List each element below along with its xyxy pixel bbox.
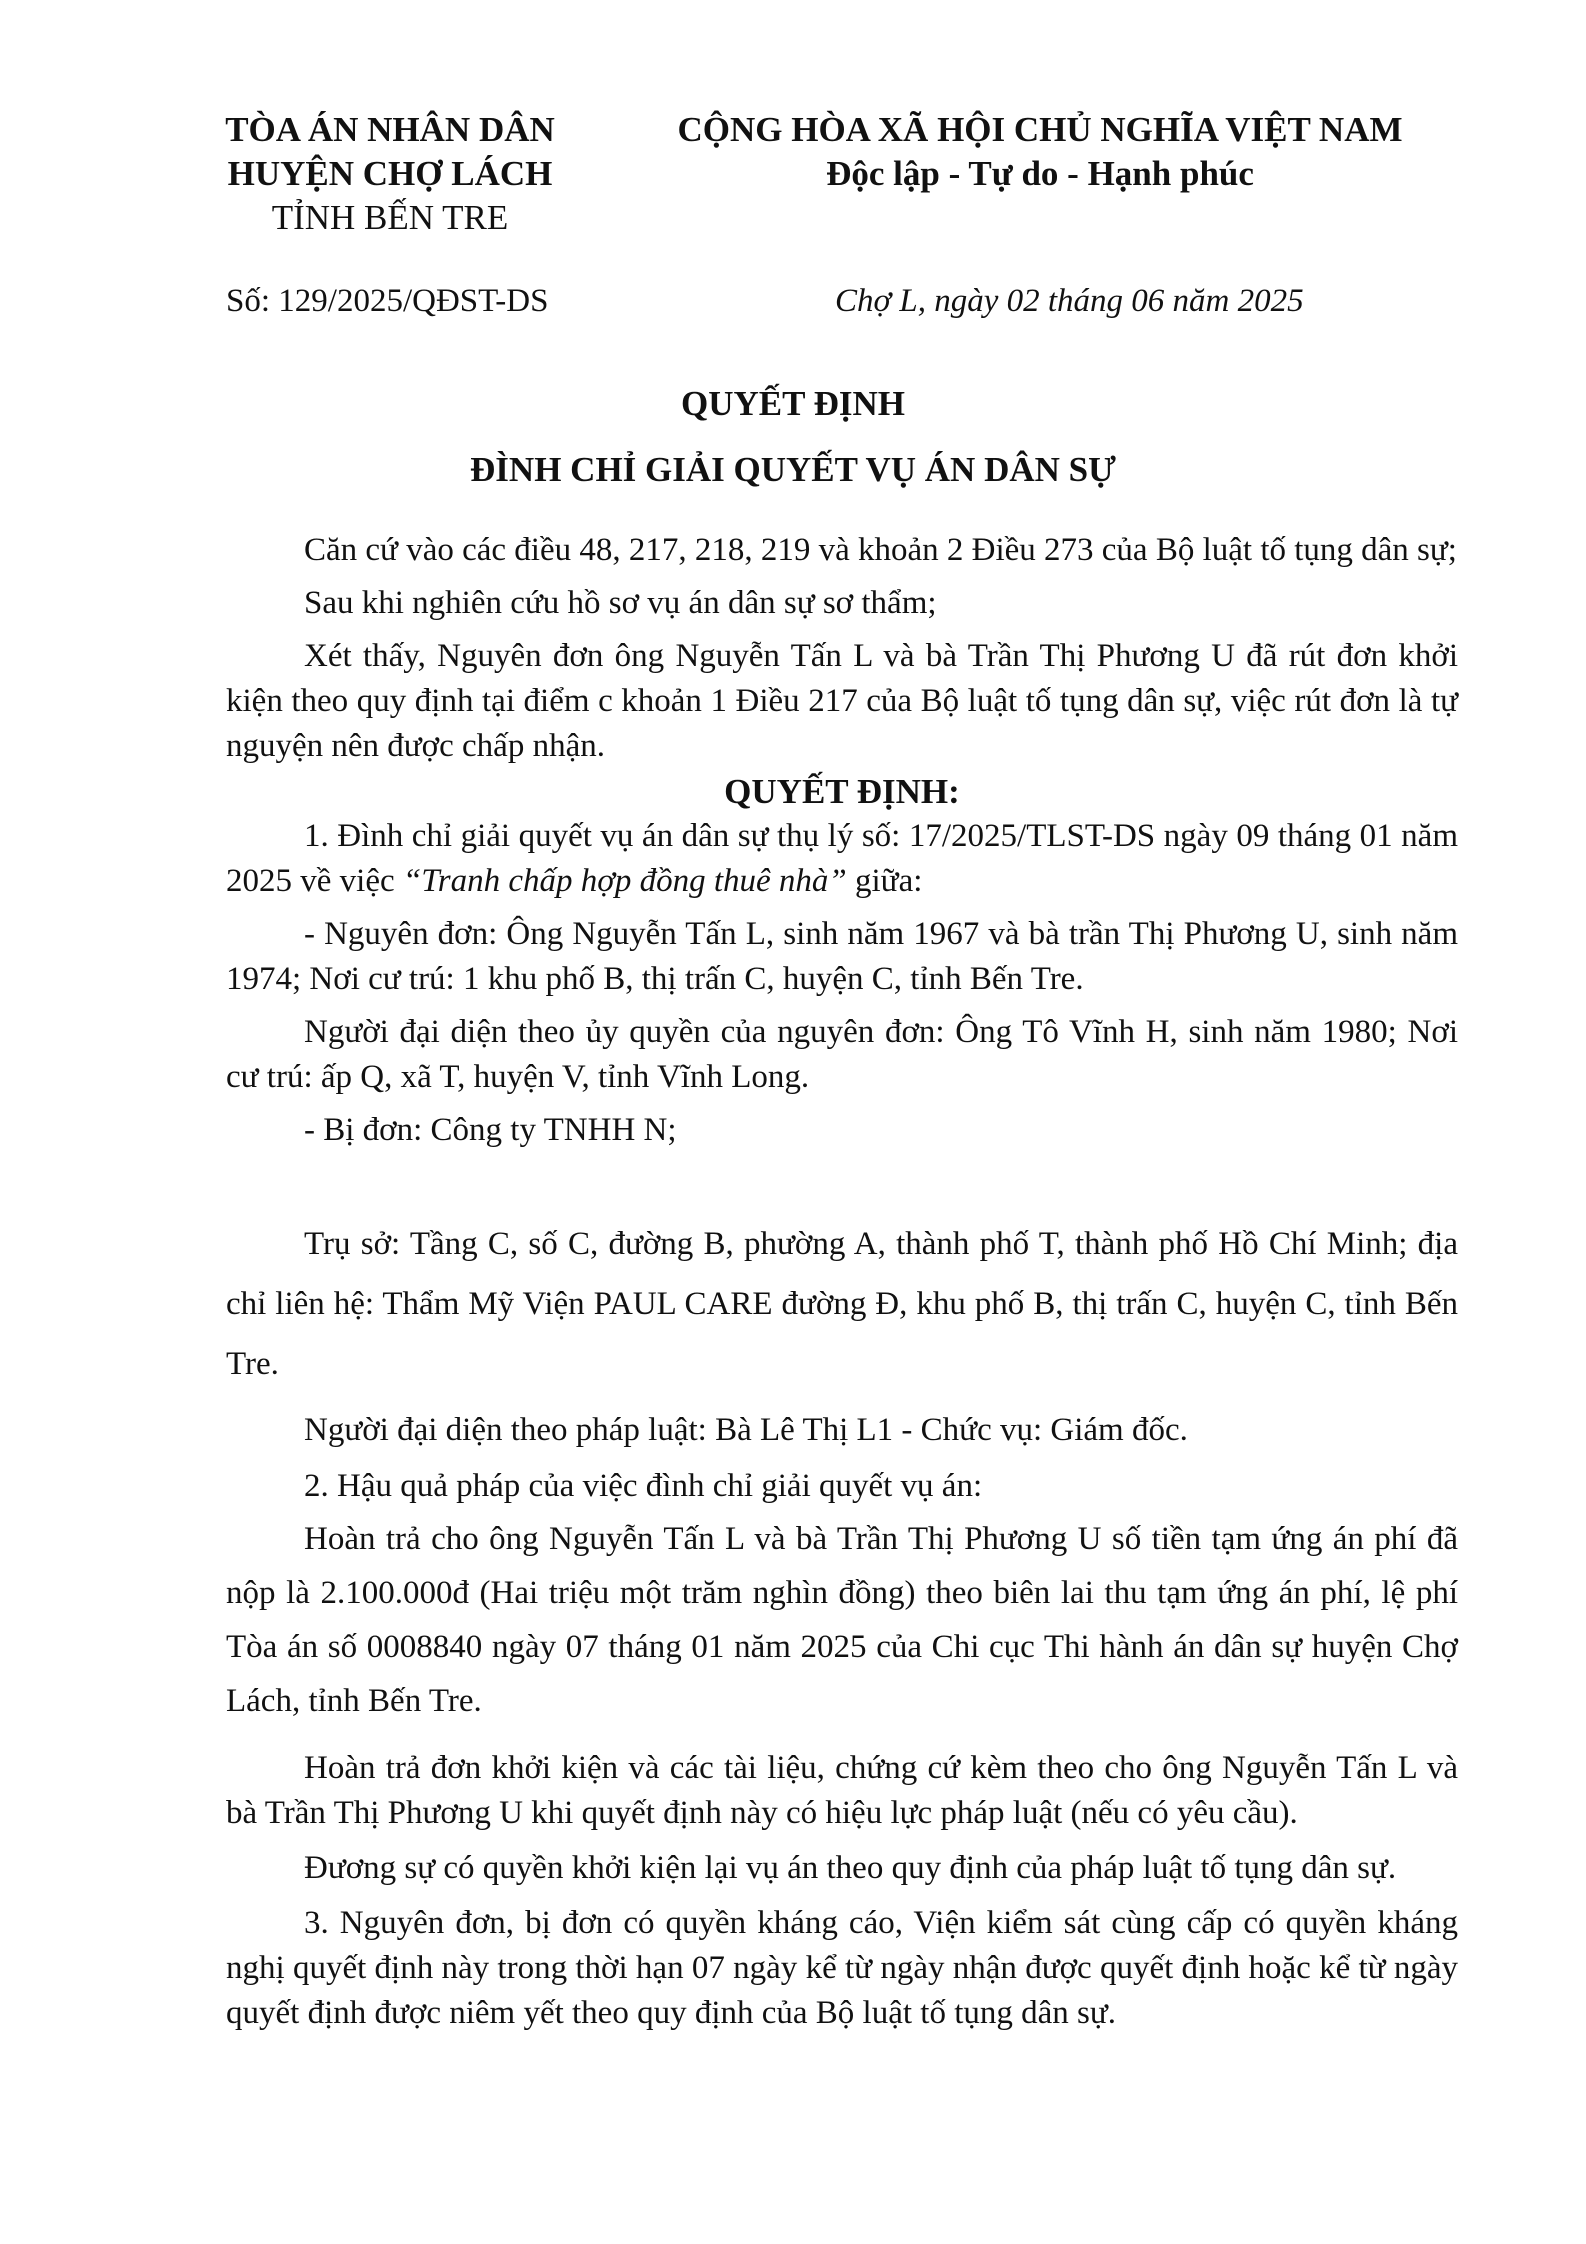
decision-number: Số: 129/2025/QĐST-DS (226, 283, 549, 319)
section-3-number: 3 (304, 1905, 321, 1941)
refund-block (226, 1512, 1458, 1728)
document-title: QUYẾT ĐỊNH (681, 384, 905, 423)
court-province: TỈNH BẾN TRE (271, 198, 509, 237)
legal-representative-paragraph: Người đại diện theo pháp luật: Bà Lê Thị L1 - Chức vụ: Giám đốc. (304, 1412, 1188, 1448)
court-name-line1: TÒA ÁN NHÂN DÂN (225, 110, 555, 149)
refund-documents-paragraph: Hoàn trả đơn khởi kiện và các tài liệu, chứng cứ kèm theo cho ông Nguyễn Tấn L và bà Trần Thị Phương U khi quyết định này có hiệu lực pháp luật (nếu có yêu cầu). (226, 1750, 1458, 1831)
section-2-number: 2 (304, 1468, 321, 1504)
section-2-heading (226, 1458, 1458, 1514)
section-2-block (226, 1402, 1458, 1514)
section-3-text: . Nguyên đơn, bị đơn có quyền kháng cáo, Viện kiểm sát cùng cấp có quyền kháng nghị quyết định này trong thời hạn 07 ngày kể từ ngày nhận được quyết định hoặc kể từ ngày quyết định được niêm yết theo quy định của Bộ luật tố tụng dân sự. (226, 1905, 1458, 2031)
refund-fee-paragraph: Hoàn trả cho ông Nguyễn Tấn L và bà Trần Thị Phương U số tiền tạm ứng án phí đã nộp là 2.100.000đ (Hai triệu một trăm nghìn đồng) theo biên lai thu tạm ứng án phí, lệ phí Tòa án số 0008840 ngày 07 tháng 01 năm 2025 của Chi cục Thi hành án dân sự huyện Chợ Lách, tỉnh Bến Tre. (226, 1521, 1458, 1719)
court-header (190, 108, 590, 240)
section-3 (226, 1901, 1458, 2036)
place-date: Chợ L, ngày 02 tháng 06 năm 2025 (835, 283, 1304, 319)
defendant-address-block (226, 1214, 1458, 1394)
nation-title: CỘNG HÒA XÃ HỘI CHỦ NGHĨA VIỆT NAM (677, 110, 1403, 149)
closing-block (226, 1746, 1458, 2036)
national-header (640, 108, 1440, 196)
headquarters-paragraph: Trụ sở: Tầng C, số C, đường B, phường A, thành phố T, thành phố Hồ Chí Minh; địa chỉ liên hệ: Thẩm Mỹ Viện PAUL CARE đường Đ, khu phố B, thị trấn C, huyện C, tỉnh Bến Tre. (226, 1226, 1458, 1382)
preamble (226, 528, 1458, 1153)
case-name: “Tranh chấp hợp đồng thuê nhà” (402, 863, 847, 899)
relitigation-paragraph: Đương sự có quyền khởi kiện lại vụ án theo quy định của pháp luật tố tụng dân sự. (304, 1850, 1397, 1886)
consideration-paragraph: Xét thấy, Nguyên đơn ông Nguyễn Tấn L và bà Trần Thị Phương U đã rút đơn khởi kiện theo quy định tại điểm c khoản 1 Điều 217 của Bộ luật tố tụng dân sự, việc rút đơn là tự nguyện nên được chấp nhận. (226, 638, 1458, 764)
decision-heading: QUYẾT ĐỊNH: (724, 772, 960, 811)
representative-paragraph: Người đại diện theo ủy quyền của nguyên đơn: Ông Tô Vĩnh H, sinh năm 1980; Nơi cư trú: ấp Q, xã T, huyện V, tỉnh Vĩnh Long. (226, 1014, 1458, 1095)
section-2-text: . Hậu quả pháp của việc đình chỉ giải quyết vụ án: (320, 1468, 983, 1504)
section-1-number: 1 (304, 818, 321, 854)
defendant-paragraph: - Bị đơn: Công ty TNHH N; (304, 1112, 677, 1148)
legal-basis-paragraph: Căn cứ vào các điều 48, 217, 218, 219 và khoản 2 Điều 273 của Bộ luật tố tụng dân sự; (304, 532, 1457, 568)
study-paragraph: Sau khi nghiên cứu hồ sơ vụ án dân sự sơ thẩm; (304, 585, 937, 621)
national-motto: Độc lập - Tự do - Hạnh phúc (826, 154, 1254, 193)
section-1-text-a: . Đình chỉ giải quyết vụ án dân sự thụ lý số: 17/2025/TLST-DS ngày 09 tháng 01 năm 2025 về việc (226, 818, 1458, 899)
section-1 (226, 814, 1458, 904)
plaintiff-paragraph: - Nguyên đơn: Ông Nguyễn Tấn L, sinh năm 1967 và bà trần Thị Phương U, sinh năm 1974; Nơi cư trú: 1 khu phố B, thị trấn C, huyện C, tỉnh Bến Tre. (226, 916, 1458, 997)
section-1-text-b: giữa: (846, 863, 923, 899)
document-subtitle: ĐÌNH CHỈ GIẢI QUYẾT VỤ ÁN DÂN SỰ (470, 450, 1116, 489)
court-name-line2: HUYỆN CHỢ LÁCH (227, 154, 553, 193)
